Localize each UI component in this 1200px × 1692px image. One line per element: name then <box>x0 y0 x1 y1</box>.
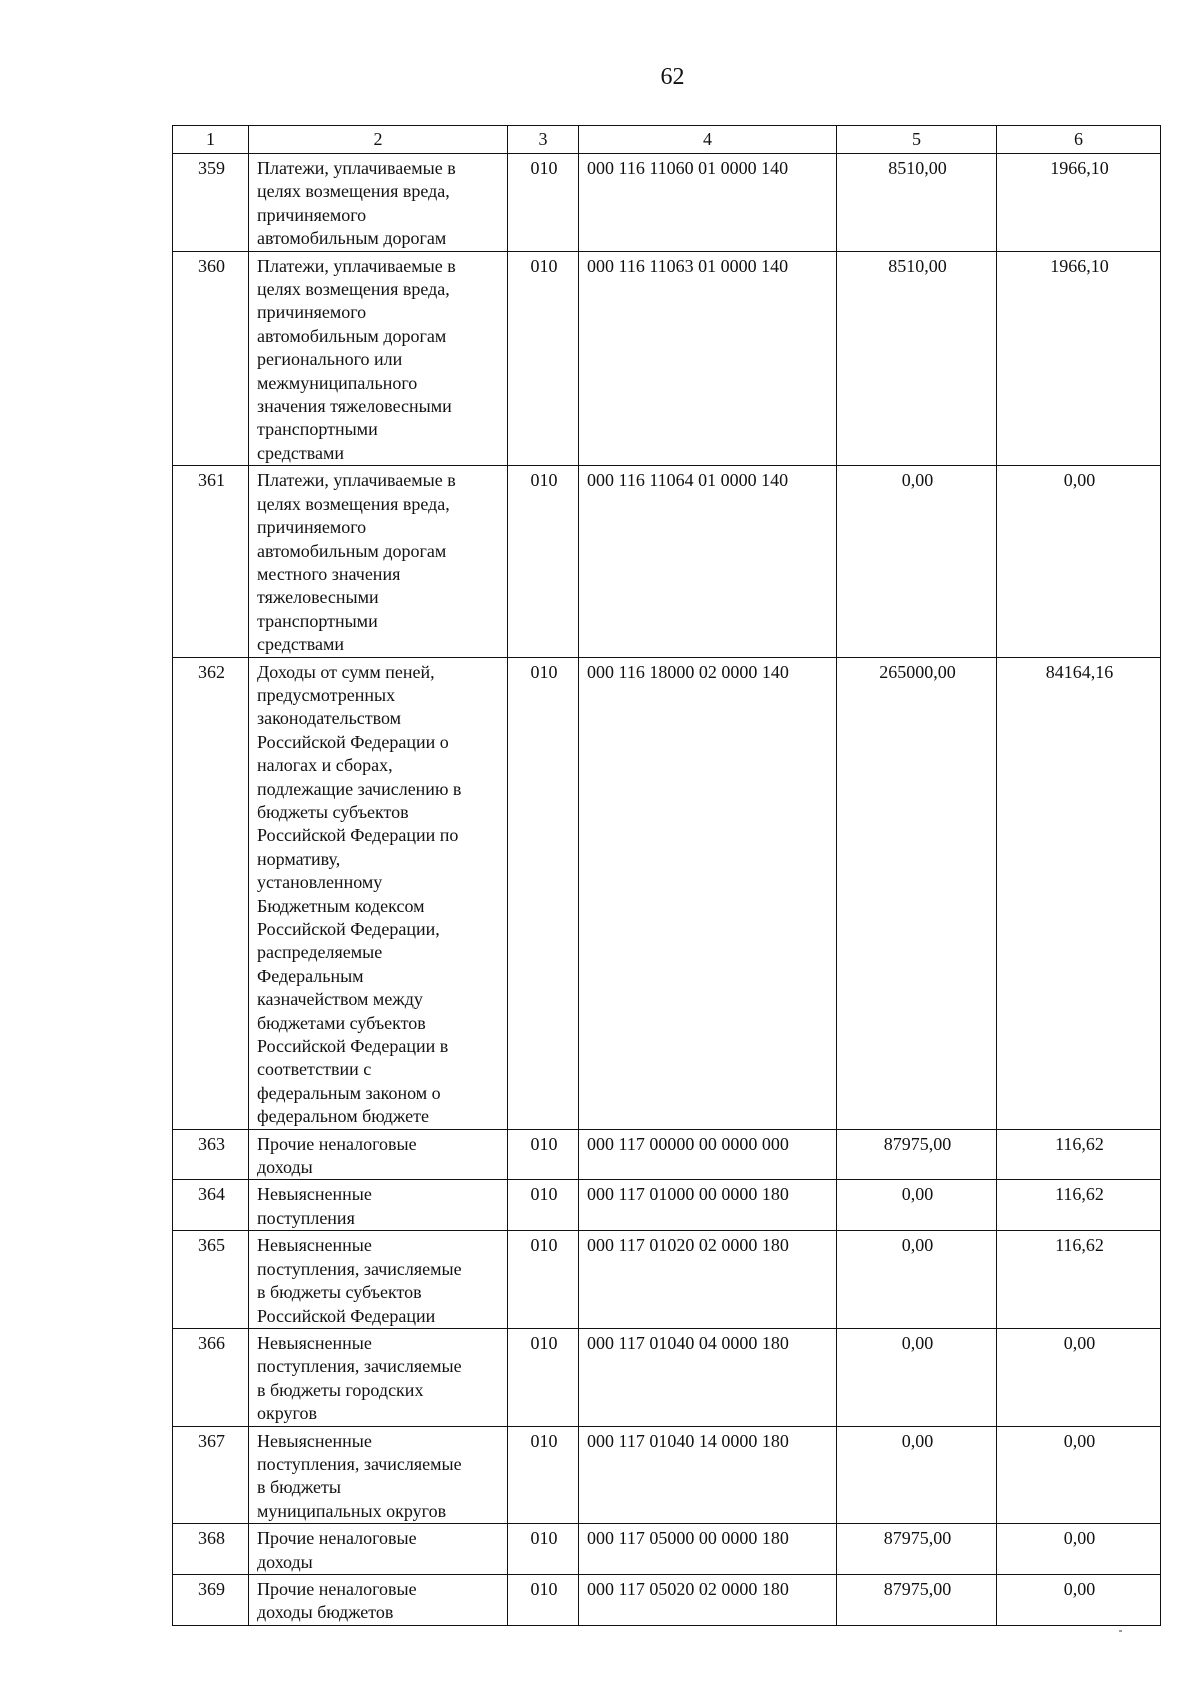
row-name-line: нормативу, <box>257 848 341 869</box>
row-name-line: целях возмещения вреда, <box>257 279 450 300</box>
row-name <box>249 154 508 252</box>
table-row <box>173 466 1161 657</box>
row-name-line: Федеральным <box>257 965 364 986</box>
row-number: 361 <box>173 466 249 657</box>
row-name-line: соответствии с <box>257 1059 372 1080</box>
row-name-line: причиняемого <box>257 517 367 538</box>
row-actual-amount: 84164,16 <box>997 657 1161 1129</box>
row-name-line: Платежи, уплачиваемые в <box>257 255 456 276</box>
row-name-line: Невыясненные <box>257 1184 372 1205</box>
row-plan-amount: 0,00 <box>837 1328 997 1426</box>
row-actual-amount: 0,00 <box>997 466 1161 657</box>
row-name-line: установленному <box>257 872 383 893</box>
row-name-line: казначейством между <box>257 989 423 1010</box>
row-name <box>249 251 508 466</box>
row-number: 364 <box>173 1180 249 1231</box>
row-name-line: значения тяжеловесными <box>257 396 452 417</box>
row-budget-code: 000 117 05020 02 0000 180 <box>579 1574 837 1625</box>
row-plan-amount: 87975,00 <box>837 1129 997 1180</box>
row-name-line: Российской Федерации в <box>257 1036 449 1057</box>
row-plan-amount: 0,00 <box>837 1231 997 1329</box>
row-admin-code: 010 <box>508 1426 579 1524</box>
row-name-line: Платежи, уплачиваемые в <box>257 158 456 178</box>
table-row <box>173 1574 1161 1625</box>
row-name-line: целях возмещения вреда, <box>257 181 450 202</box>
row-budget-code: 000 116 18000 02 0000 140 <box>579 657 837 1129</box>
row-admin-code: 010 <box>508 154 579 252</box>
table-row <box>173 1129 1161 1180</box>
row-name-line: доходы бюджетов <box>257 1602 394 1623</box>
row-name-line: тяжеловесными <box>257 587 379 608</box>
row-name-line: доходы <box>257 1551 313 1572</box>
row-budget-code: 000 117 05000 00 0000 180 <box>579 1524 837 1575</box>
row-name-line: средствами <box>257 442 345 463</box>
row-plan-amount: 87975,00 <box>837 1524 997 1575</box>
table-row <box>173 1328 1161 1426</box>
row-actual-amount: 116,62 <box>997 1180 1161 1231</box>
row-plan-amount: 8510,00 <box>837 154 997 252</box>
row-budget-code: 000 117 01040 14 0000 180 <box>579 1426 837 1524</box>
row-name-line: в бюджеты городских <box>257 1379 424 1400</box>
row-name-line: межмуниципального <box>257 372 418 393</box>
row-name-line: целях возмещения вреда, <box>257 493 450 514</box>
row-name-line: муниципальных округов <box>257 1500 447 1521</box>
header-col-3: 3 <box>508 126 579 154</box>
row-number: 362 <box>173 657 249 1129</box>
row-name-line: средствами <box>257 634 345 655</box>
row-name <box>249 1328 508 1426</box>
row-number: 359 <box>173 154 249 252</box>
header-col-6: 6 <box>997 126 1161 154</box>
row-admin-code: 010 <box>508 1524 579 1575</box>
row-name-line: Невыясненные <box>257 1235 372 1256</box>
row-actual-amount: 1966,10 <box>997 251 1161 466</box>
row-actual-amount: 1966,10 <box>997 154 1161 252</box>
row-name-line: в бюджеты субъектов <box>257 1282 422 1303</box>
header-col-5: 5 <box>837 126 997 154</box>
row-number: 360 <box>173 251 249 466</box>
row-plan-amount: 0,00 <box>837 1180 997 1231</box>
row-number: 367 <box>173 1426 249 1524</box>
page-number: 62 <box>660 64 685 90</box>
row-number: 368 <box>173 1524 249 1575</box>
row-name <box>249 1231 508 1329</box>
row-name <box>249 1524 508 1575</box>
row-name-line: налогах и сборах, <box>257 755 393 776</box>
scan-speck <box>1119 1630 1122 1632</box>
row-name-line: транспортными <box>257 419 378 440</box>
row-name-line: Российской Федерации, <box>257 919 440 939</box>
row-name-line: поступления, зачисляемые <box>257 1356 462 1377</box>
table-header <box>173 126 1161 154</box>
row-name-line: регионального или <box>257 349 403 370</box>
table-row <box>173 154 1161 252</box>
row-name-line: распределяемые <box>257 942 383 963</box>
row-name-line: Российской Федерации по <box>257 825 459 846</box>
row-admin-code: 010 <box>508 1129 579 1180</box>
row-name-line: поступления, зачисляемые <box>257 1258 462 1279</box>
row-budget-code: 000 117 01020 02 0000 180 <box>579 1231 837 1329</box>
row-admin-code: 010 <box>508 1231 579 1329</box>
row-name <box>249 1574 508 1625</box>
row-budget-code: 000 117 00000 00 0000 000 <box>579 1129 837 1180</box>
row-actual-amount: 0,00 <box>997 1574 1161 1625</box>
row-name-line: Российской Федерации о <box>257 731 449 752</box>
row-number: 366 <box>173 1328 249 1426</box>
row-budget-code: 000 116 11064 01 0000 140 <box>579 466 837 657</box>
header-col-1: 1 <box>173 126 249 154</box>
row-name-line: подлежащие зачислению в <box>257 778 462 799</box>
table-row <box>173 1426 1161 1524</box>
row-plan-amount: 8510,00 <box>837 251 997 466</box>
row-name-line: Доходы от сумм пеней, <box>257 661 435 682</box>
row-name-line: предусмотренных <box>257 684 396 705</box>
row-number: 363 <box>173 1129 249 1180</box>
row-name <box>249 1426 508 1524</box>
row-name-line: Прочие неналоговые <box>257 1528 417 1549</box>
row-name-line: округов <box>257 1403 317 1424</box>
row-actual-amount: 116,62 <box>997 1231 1161 1329</box>
row-admin-code: 010 <box>508 251 579 466</box>
row-name-line: Невыясненные <box>257 1430 372 1451</box>
row-name-line: автомобильным дорогам <box>257 540 447 561</box>
row-name-line: федеральном бюджете <box>257 1106 429 1127</box>
row-name <box>249 1129 508 1180</box>
row-name-line: Российской Федерации <box>257 1305 436 1326</box>
row-name-line: Невыясненные <box>257 1332 372 1353</box>
row-name-line: Бюджетным кодексом <box>257 895 425 916</box>
row-budget-code: 000 117 01000 00 0000 180 <box>579 1180 837 1231</box>
table-body <box>173 154 1161 1626</box>
row-admin-code: 010 <box>508 1180 579 1231</box>
row-number: 369 <box>173 1574 249 1625</box>
row-plan-amount: 0,00 <box>837 1426 997 1524</box>
row-actual-amount: 0,00 <box>997 1426 1161 1524</box>
row-actual-amount: 116,62 <box>997 1129 1161 1180</box>
table-row <box>173 1524 1161 1575</box>
row-name <box>249 657 508 1129</box>
row-name-line: причиняемого <box>257 204 367 225</box>
row-budget-code: 000 116 11063 01 0000 140 <box>579 251 837 466</box>
table-row <box>173 1180 1161 1231</box>
row-name-line: Прочие неналоговые <box>257 1578 417 1599</box>
row-name-line: поступления <box>257 1207 355 1228</box>
table-row <box>173 1231 1161 1329</box>
row-admin-code: 010 <box>508 1574 579 1625</box>
row-plan-amount: 265000,00 <box>837 657 997 1129</box>
row-name-line: бюджеты субъектов <box>257 801 409 822</box>
row-name-line: автомобильным дорогам <box>257 228 447 249</box>
row-admin-code: 010 <box>508 466 579 657</box>
row-name-line: поступления, зачисляемые <box>257 1453 462 1474</box>
row-name-line: транспортными <box>257 610 378 631</box>
row-budget-code: 000 117 01040 04 0000 180 <box>579 1328 837 1426</box>
row-name-line: бюджетами субъектов <box>257 1012 426 1033</box>
row-actual-amount: 0,00 <box>997 1328 1161 1426</box>
header-col-2: 2 <box>249 126 508 154</box>
header-row <box>173 126 1161 154</box>
row-number: 365 <box>173 1231 249 1329</box>
row-name <box>249 466 508 657</box>
table-row <box>173 657 1161 1129</box>
row-name-line: в бюджеты <box>257 1477 341 1498</box>
row-budget-code: 000 116 11060 01 0000 140 <box>579 154 837 252</box>
row-name-line: доходы <box>257 1157 313 1178</box>
table-row <box>173 251 1161 466</box>
header-col-4: 4 <box>579 126 837 154</box>
row-plan-amount: 0,00 <box>837 466 997 657</box>
row-name-line: Прочие неналоговые <box>257 1133 417 1154</box>
row-name-line: местного значения <box>257 563 401 584</box>
row-name-line: автомобильным дорогам <box>257 325 447 346</box>
row-name <box>249 1180 508 1231</box>
row-name-line: Платежи, уплачиваемые в <box>257 470 456 491</box>
row-name-line: законодательством <box>257 708 402 729</box>
row-admin-code: 010 <box>508 1328 579 1426</box>
row-actual-amount: 0,00 <box>997 1524 1161 1575</box>
row-admin-code: 010 <box>508 657 579 1129</box>
row-name-line: причиняемого <box>257 302 367 323</box>
revenue-table <box>172 125 1161 1626</box>
row-plan-amount: 87975,00 <box>837 1574 997 1625</box>
row-name-line: федеральным законом о <box>257 1082 441 1103</box>
